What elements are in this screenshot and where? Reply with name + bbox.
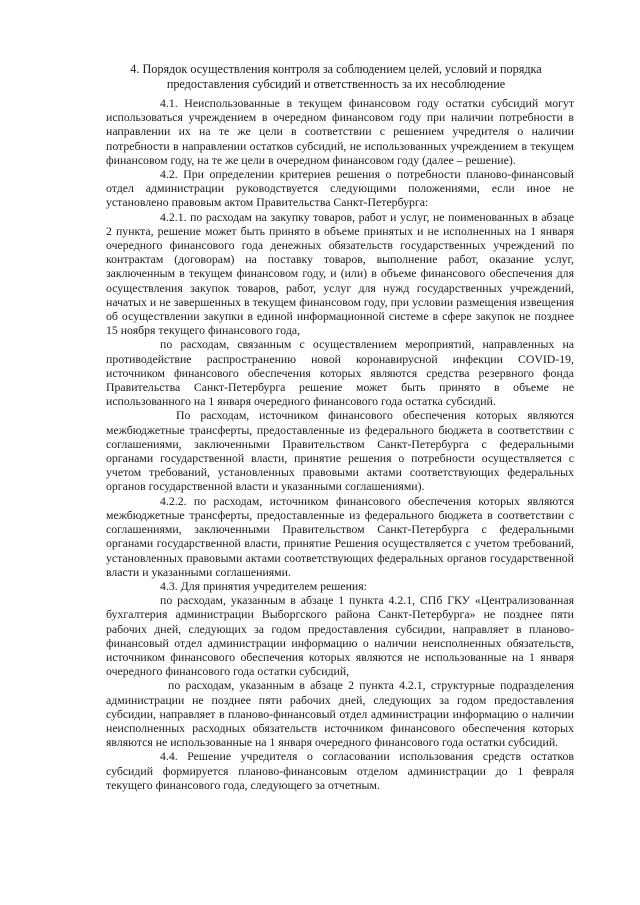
paragraph-4-3-item-2: по расходам, указанным в абзаце 2 пункта 4.2.1, структурные подразделения администрации не позднее пяти рабочих дней, следующих за годом предоставления субсидии, направляет в планово-финансовый отдел администрации информацию о наличии неисполненных расходных обязательств источником финансового обеспечения которых являются не использованные на 1 января очередного финансового года остатки субсидий. <box>106 678 574 750</box>
paragraph-federal-transfers: По расходам, источником финансового обеспечения которых являются межбюджетные трансферты, предоставленные из федерального бюджета в соответствии с соглашениями, заключенными Правительством Санкт-Петербурга с федеральными органами государственной власти, принятие решения о потребности осуществляется с учетом требований, установленных правовыми актами соответствующих федеральных органов государственной власти и указанными соглашениями). <box>106 408 574 494</box>
paragraph-4-2-1: 4.2.1. по расходам на закупку товаров, работ и услуг, не поименованных в абзаце 2 пункта, решение может быть принято в объеме принятых и не исполненных на 1 января очередного финансового года денежных обязательств государственных учреждений по контрактам (договорам) на поставку товаров, выполнение работ, оказание услуг, заключенным в текущем финансовом году, и (или) в объеме финансового обеспечения для осуществления закупок товаров, работ, услуг для нужд государственных учреждений, начатых и не завершенных в текущем финансовом году, при условии размещения извещения об осуществлении закупки в единой информационной системе в сфере закупок не позднее 15 ноября текущего финансового года, <box>106 209 574 338</box>
paragraph-4-3-item-1: по расходам, указанным в абзаце 1 пункта 4.2.1, СПб ГКУ «Централизованная бухгалтерия администрации Выборгского района Санкт-Петербурга» не позднее пяти рабочих дней, следующих за годом предоставления субсидии, направляет в планово-финансовый отдел администрации информацию о наличии неисполненных обязательств, источником финансового обеспечения которых являются не использованные на 1 января очередного финансового года остатки субсидий, <box>106 593 574 679</box>
paragraph-4-2: 4.2. При определении критериев решения о потребности планово-финансовый отдел администрации руководствуется следующими положениями, если иное не установлено правовым актом Правительства Санкт-Петербурга: <box>106 167 574 210</box>
paragraph-4-2-2: 4.2.2. по расходам, источником финансового обеспечения которых являются межбюджетные трансферты, предоставленные из федерального бюджета в соответствии с соглашениями, заключенными Правительством Санкт-Петербурга с федеральными органами государственной власти, принятие Решения осуществляется с учетом требований, установленных правовыми актами соответствующих федеральных органов государственной власти и указанными соглашениями. <box>106 493 574 579</box>
paragraph-covid-expenses: по расходам, связанным с осуществлением мероприятий, направленных на противодействие распространению новой коронавирусной инфекции COVID-19, источником финансового обеспечения которых являются средства резервного фонда Правительства Санкт-Петербурга решение может быть принято в объеме не использованного на 1 января очередного финансового года остатка субсидий. <box>106 337 574 409</box>
paragraph-4-4: 4.4. Решение учредителя о согласовании использования средств остатков субсидий формируется планово-финансовым отделом администрации до 1 февраля текущего финансового года, следующего за отчетным. <box>106 749 574 792</box>
document-body <box>106 96 574 792</box>
paragraph-4-3: 4.3. Для принятия учредителем решения: <box>160 578 367 593</box>
section-heading: 4. Порядок осуществления контроля за соблюдением целей, условий и порядка предоставления субсидий и ответственность за их несоблюдение <box>130 62 542 91</box>
paragraph-4-1: 4.1. Неиспользованные в текущем финансовом году остатки субсидий могут использоваться учреждением в очередном финансовом году при наличии потребности в направлении их на те же цели в соответствии с решением учредителя о наличии потребности в направлении остатков субсидий, не использованных учреждением в текущем финансовом году, на те же цели в очередном финансовом году (далее – решение). <box>106 96 574 167</box>
